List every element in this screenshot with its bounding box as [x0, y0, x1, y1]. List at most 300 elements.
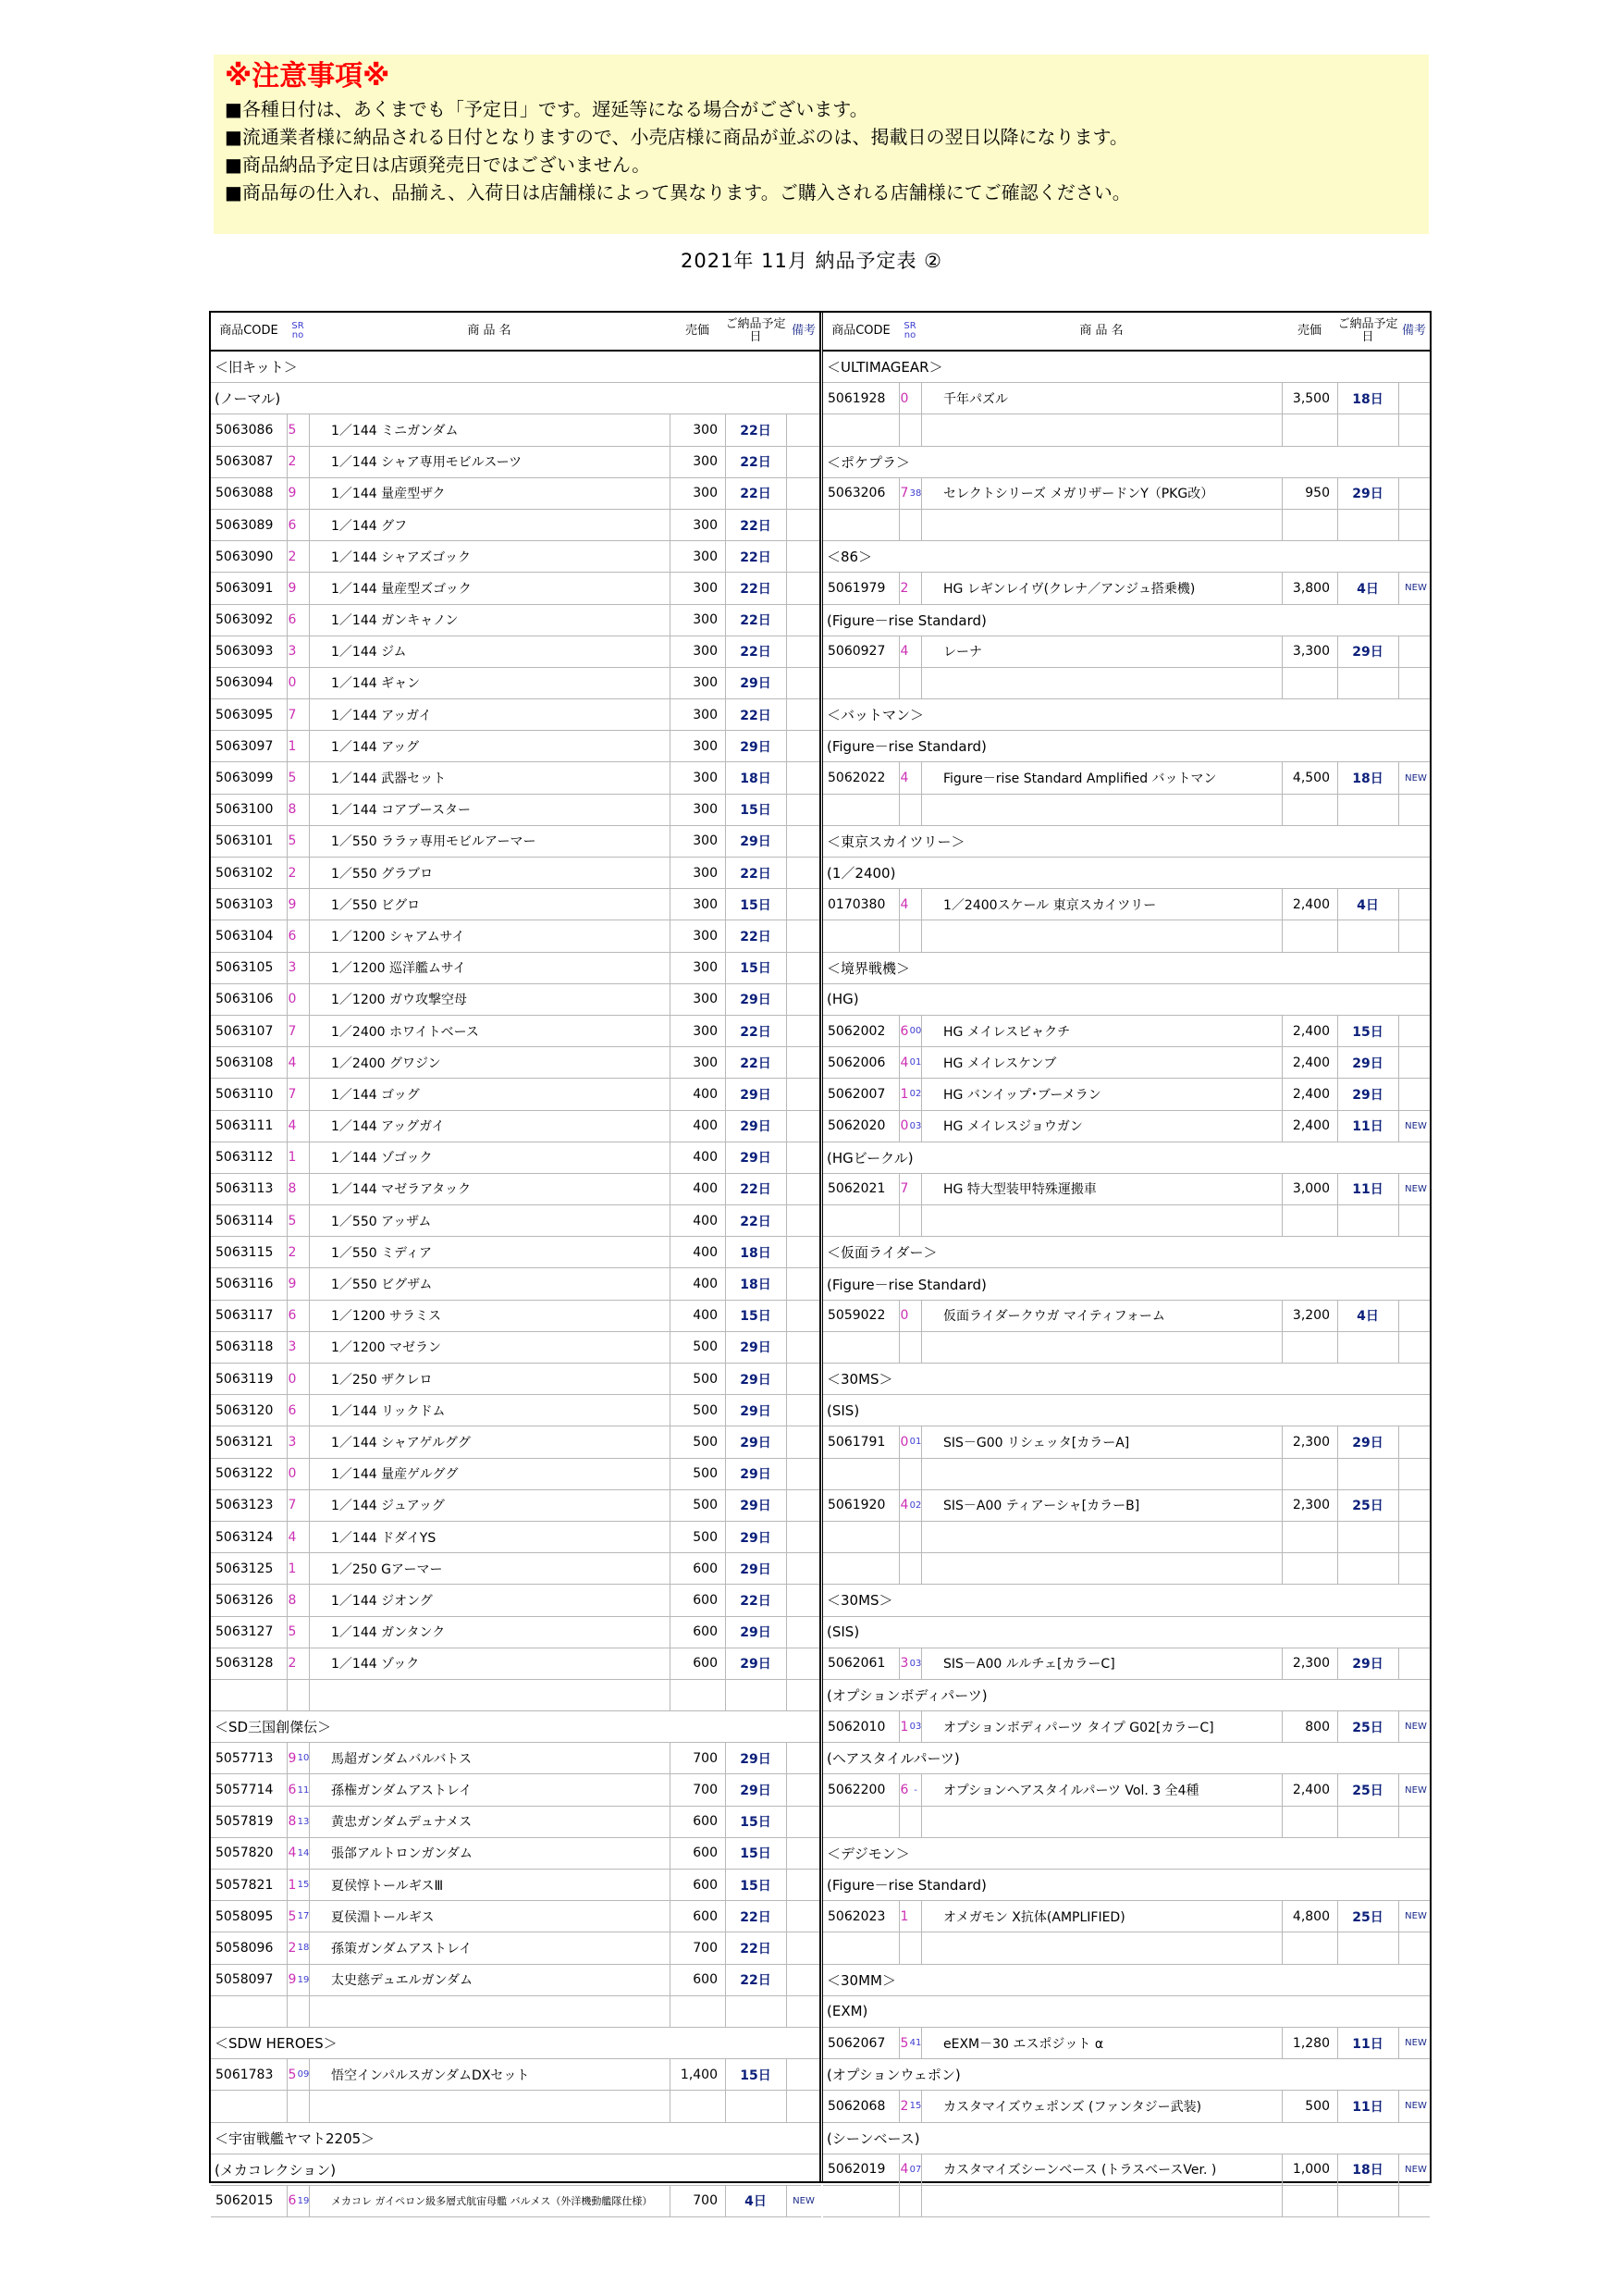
cell-price: 300	[693, 1055, 718, 1070]
cell-sr: 19	[298, 2195, 309, 2206]
cell-name: 1／550 ビグロ	[331, 897, 421, 913]
cell-chk: 4	[288, 1845, 297, 1861]
cell-sr: 03	[910, 1722, 921, 1733]
cell-name: 1／144 ガンキャノン	[331, 613, 459, 629]
cell-divider	[1282, 2186, 1283, 2216]
section-label: (Figure－rise Standard)	[827, 1877, 987, 1895]
cell-sr	[298, 699, 309, 730]
cell-sr	[910, 1301, 921, 1331]
cell-name: 夏侯淵トールギス	[331, 1909, 435, 1925]
section-row	[823, 1142, 1430, 1174]
cell-chk: 1	[900, 1086, 909, 1102]
cell-note	[1398, 1426, 1433, 1457]
cell-date: 22日	[740, 645, 771, 660]
cell-divider	[1337, 510, 1338, 540]
cell-chk: 6	[288, 1402, 297, 1418]
table-row	[211, 1522, 821, 1553]
cell-name: SIS－A00 ティアーシャ[カラーB]	[943, 1499, 1140, 1514]
table-row	[211, 1743, 821, 1774]
cell-divider	[1398, 1459, 1399, 1489]
section-label: (Figure－rise Standard)	[827, 738, 987, 756]
section-label: (オプションウェポン)	[827, 2067, 961, 2084]
cell-code: 5062020	[828, 1118, 886, 1134]
section-row	[823, 1743, 1430, 1774]
cell-name: 千年パズル	[943, 391, 1008, 407]
table-row	[211, 1901, 821, 1932]
cell-name: 1／1200 サラミス	[331, 1309, 441, 1325]
cell-note	[786, 573, 821, 603]
cell-note	[786, 2059, 821, 2090]
cell-date: 29日	[740, 1151, 771, 1167]
cell-price: 2,400	[1292, 896, 1330, 912]
cell-sr: 02	[910, 1500, 921, 1511]
section-label: (HG)	[827, 991, 859, 1008]
table-row	[211, 447, 821, 478]
cell-date: 22日	[740, 1024, 771, 1040]
cell-note	[786, 1205, 821, 1236]
table-row	[823, 1111, 1430, 1142]
cell-price: 300	[693, 675, 718, 691]
cell-date: 29日	[740, 1784, 771, 1799]
cell-price: 500	[693, 1339, 718, 1355]
cell-price: 300	[693, 422, 718, 438]
cell-sr	[910, 383, 921, 414]
cell-date: 22日	[740, 929, 771, 944]
cell-divider	[1337, 1932, 1338, 1963]
table-row	[211, 699, 821, 731]
section-row	[823, 1838, 1430, 1870]
section-row	[823, 1268, 1430, 1300]
cell-sr: 14	[298, 1847, 309, 1858]
cell-note	[1398, 1079, 1433, 1109]
table-row	[211, 826, 821, 858]
cell-name: 1／550 ミディア	[331, 1245, 432, 1261]
cell-divider	[786, 2091, 787, 2121]
schedule-table	[209, 311, 1432, 2210]
section-label: ＜デジモン＞	[827, 1845, 910, 1862]
table-row	[823, 478, 1430, 510]
cell-chk: 7	[900, 1181, 909, 1197]
cell-sr	[298, 1205, 309, 1236]
header-sr: SR no	[904, 321, 916, 340]
cell-price: 600	[693, 1592, 718, 1608]
header-note: 備考	[791, 324, 816, 338]
cell-sr	[298, 668, 309, 698]
cell-name: 1／550 アッザム	[331, 1214, 432, 1229]
section-label: (シーンベース)	[827, 2129, 920, 2147]
cell-name: 1／144 アッグガイ	[331, 1119, 445, 1135]
cell-name: 1／144 ゾゴック	[331, 1151, 433, 1167]
cell-date: 22日	[740, 1214, 771, 1229]
cell-sr	[910, 1174, 921, 1204]
cell-code: 5063124	[215, 1529, 274, 1545]
cell-chk: 4	[288, 1055, 297, 1070]
table-header	[211, 313, 821, 352]
cell-name: HG 特大型装甲特殊運搬車	[943, 1182, 1097, 1198]
cell-note	[1398, 1648, 1433, 1679]
left-rows	[211, 352, 821, 2217]
section-row	[823, 1996, 1430, 2028]
section-row	[211, 1711, 821, 1743]
cell-divider	[921, 1932, 922, 1963]
cell-date: 29日	[740, 676, 771, 692]
blank-row	[823, 920, 1430, 952]
blank-row	[823, 1807, 1430, 1838]
cell-chk: 5	[288, 833, 297, 849]
cell-chk: 0	[900, 1118, 909, 1134]
cell-code: 5063090	[215, 549, 274, 564]
cell-date: 29日	[740, 1119, 771, 1135]
cell-price: 4,800	[1292, 1908, 1330, 1924]
cell-note	[786, 1490, 821, 1521]
cell-note	[786, 1553, 821, 1584]
table-row	[211, 573, 821, 604]
cell-divider	[1337, 1332, 1338, 1363]
cell-chk: 6	[288, 928, 297, 944]
cell-date: 29日	[740, 1530, 771, 1546]
table-row	[211, 414, 821, 446]
cell-date: 29日	[1352, 1435, 1383, 1450]
cell-chk: 7	[900, 486, 909, 501]
cell-sr	[298, 573, 309, 603]
cell-note	[786, 1237, 821, 1267]
cell-name: 1／144 マゼラアタック	[331, 1182, 472, 1198]
cell-price: 3,800	[1292, 580, 1330, 596]
cell-divider	[899, 795, 900, 825]
cell-sr	[298, 1490, 309, 1521]
cell-chk: 3	[288, 1339, 297, 1355]
table-row	[823, 1774, 1430, 1806]
cell-divider	[1398, 414, 1399, 445]
section-row	[823, 2059, 1430, 2091]
cell-chk: 9	[288, 580, 297, 596]
cell-price: 500	[693, 1402, 718, 1418]
cell-chk: 3	[288, 960, 297, 976]
cell-divider	[1282, 795, 1283, 825]
notice-box	[214, 55, 1429, 234]
cell-price: 3,500	[1292, 390, 1330, 406]
table-row	[823, 2091, 1430, 2122]
table-row	[211, 1774, 821, 1806]
cell-chk: 8	[288, 1592, 297, 1608]
cell-code: 5062061	[828, 1656, 886, 1672]
cell-date: 29日	[740, 1435, 771, 1450]
cell-divider	[921, 668, 922, 698]
cell-date: 22日	[740, 455, 771, 471]
section-label: (Figure－rise Standard)	[827, 611, 987, 629]
cell-name: 悟空インパルスガンダムDXセット	[331, 2068, 530, 2083]
cell-chk: 2	[288, 865, 297, 881]
cell-divider	[899, 1553, 900, 1584]
cell-name: 1／144 ジオング	[331, 1593, 433, 1609]
cell-note	[786, 1364, 821, 1394]
cell-note	[786, 1395, 821, 1426]
cell-note: NEW	[1405, 1183, 1427, 1194]
table-row	[211, 795, 821, 826]
cell-sr: 01	[910, 1437, 921, 1448]
cell-price: 300	[693, 896, 718, 912]
cell-sr	[298, 1016, 309, 1046]
section-row	[823, 352, 1430, 383]
blank-row	[823, 1522, 1430, 1553]
cell-date: 29日	[1352, 645, 1383, 660]
cell-price: 950	[1305, 486, 1330, 501]
cell-code: 5063106	[215, 992, 274, 1007]
cell-price: 2,400	[1292, 1086, 1330, 1102]
cell-sr: -	[914, 1784, 917, 1796]
cell-code: 5063097	[215, 738, 274, 754]
cell-divider	[1398, 2186, 1399, 2216]
table-row	[211, 1111, 821, 1142]
cell-sr	[298, 478, 309, 509]
cell-divider	[1337, 414, 1338, 445]
cell-note	[786, 1838, 821, 1869]
cell-note	[1398, 1016, 1433, 1046]
cell-price: 300	[693, 802, 718, 818]
cell-name: オプションボディパーツ タイプ G02[カラーC]	[943, 1720, 1214, 1735]
cell-code: 5063092	[215, 612, 274, 628]
cell-note	[786, 1648, 821, 1679]
cell-name: 1／144 ゴッグ	[331, 1087, 420, 1103]
section-label: ＜30MS＞	[827, 1592, 893, 1610]
cell-sr: 15	[298, 1880, 309, 1891]
section-label: ＜30MM＞	[827, 1971, 896, 1989]
cell-name: HG メイレスケンブ	[943, 1055, 1057, 1071]
cell-divider	[1398, 920, 1399, 951]
cell-divider	[1282, 1932, 1283, 1963]
cell-date: 4日	[1357, 581, 1379, 597]
cell-code: 5061783	[215, 2067, 274, 2082]
table-row	[211, 858, 821, 889]
cell-code: 5062067	[828, 2035, 886, 2051]
cell-divider	[921, 1205, 922, 1236]
section-row	[823, 858, 1430, 889]
section-row	[211, 2028, 821, 2059]
cell-code: 5063117	[215, 1308, 274, 1324]
cell-name: 1／250 Gアーマー	[331, 1562, 443, 1577]
table-row	[211, 1079, 821, 1110]
cell-sr: 03	[910, 1120, 921, 1131]
header-note: 備考	[1401, 324, 1426, 338]
section-label: ＜SD三国創傑伝＞	[215, 1719, 332, 1736]
cell-date: 25日	[1352, 1909, 1383, 1925]
cell-date: 18日	[1352, 2163, 1383, 2179]
cell-divider	[1337, 920, 1338, 951]
cell-sr	[298, 414, 309, 445]
section-row	[823, 1617, 1430, 1648]
cell-price: 400	[693, 1150, 718, 1166]
cell-price: 300	[693, 612, 718, 628]
table-row	[823, 1174, 1430, 1205]
cell-code: 5063114	[215, 1213, 274, 1228]
cell-code: 5057713	[215, 1750, 274, 1766]
cell-divider	[1398, 1807, 1399, 1837]
cell-date: 15日	[740, 803, 771, 819]
section-label: ＜宇宙戦艦ヤマト2205＞	[215, 2129, 375, 2147]
cell-price: 700	[693, 1750, 718, 1766]
cell-divider	[1337, 2186, 1338, 2216]
section-row	[823, 605, 1430, 636]
cell-date: 29日	[740, 1625, 771, 1641]
cell-date: 29日	[740, 834, 771, 850]
section-row	[823, 447, 1430, 478]
cell-chk: 3	[288, 644, 297, 660]
cell-note	[786, 1774, 821, 1805]
cell-price: 2,400	[1292, 1118, 1330, 1134]
cell-name: Figure－rise Standard Amplified バットマン	[943, 772, 1217, 787]
cell-divider	[1282, 510, 1283, 540]
cell-note	[786, 1807, 821, 1837]
cell-divider	[287, 1996, 288, 2027]
cell-divider	[725, 1996, 726, 2027]
cell-date: 29日	[740, 1372, 771, 1388]
cell-price: 500	[693, 1498, 718, 1513]
cell-price: 2,400	[1292, 1783, 1330, 1798]
cell-sr: 17	[298, 1911, 309, 1922]
cell-divider	[725, 2091, 726, 2121]
table-row	[211, 1870, 821, 1901]
cell-divider	[786, 1680, 787, 1710]
cell-price: 300	[693, 486, 718, 501]
cell-date: 29日	[1352, 487, 1383, 502]
cell-code: 5063104	[215, 928, 274, 944]
cell-name: 1／250 ザクレロ	[331, 1372, 433, 1388]
section-label: (オプションボディパーツ)	[827, 1686, 988, 1704]
cell-chk: 2	[288, 1244, 297, 1260]
blank-row	[823, 414, 1430, 446]
cell-sr	[298, 920, 309, 951]
section-row	[823, 1680, 1430, 1711]
cell-chk: 5	[288, 422, 297, 438]
section-label: ＜旧キット＞	[215, 359, 298, 376]
cell-divider	[1337, 1459, 1338, 1489]
cell-date: 22日	[740, 518, 771, 534]
cell-name: 1／144 ドダイYS	[331, 1530, 436, 1546]
cell-code: 5058096	[215, 1940, 274, 1956]
table-row	[211, 1932, 821, 1964]
cell-code: 5063123	[215, 1498, 274, 1513]
cell-divider	[725, 1680, 726, 1710]
cell-sr	[298, 1395, 309, 1426]
cell-chk: 4	[900, 644, 909, 660]
cell-date: 15日	[740, 1815, 771, 1831]
cell-name: SIS－A00 ルルチェ[カラーC]	[943, 1657, 1115, 1673]
cell-sr	[298, 1047, 309, 1078]
cell-divider	[921, 1553, 922, 1584]
cell-code: 5062002	[828, 1023, 886, 1039]
cell-sr	[298, 762, 309, 793]
cell-note	[786, 1268, 821, 1299]
cell-code: 5063099	[215, 771, 274, 786]
cell-price: 400	[693, 1181, 718, 1197]
cell-note	[786, 478, 821, 509]
table-row	[823, 1426, 1430, 1458]
right-rows	[823, 352, 1430, 2217]
cell-sr	[298, 731, 309, 761]
section-row	[823, 1395, 1430, 1426]
section-row	[823, 2123, 1430, 2154]
cell-note	[786, 636, 821, 667]
cell-sr	[910, 1901, 921, 1932]
cell-note	[786, 1585, 821, 1615]
cell-name: 1／144 グフ	[331, 518, 408, 534]
blank-row	[823, 1459, 1430, 1490]
cell-divider	[1282, 1459, 1283, 1489]
cell-divider	[1398, 1932, 1399, 1963]
header-name: 商 品 名	[1079, 324, 1124, 338]
cell-chk: 7	[288, 707, 297, 722]
cell-chk: 4	[900, 771, 909, 786]
cell-price: 600	[693, 1908, 718, 1924]
cell-name: 孫権ガンダムアストレイ	[331, 1784, 473, 1799]
cell-price: 400	[693, 1086, 718, 1102]
cell-code: 5063110	[215, 1086, 274, 1102]
cell-chk: 9	[288, 1277, 297, 1292]
cell-date: 29日	[1352, 1087, 1383, 1103]
cell-sr	[298, 1237, 309, 1267]
table-header	[823, 313, 1430, 352]
notice-line: ■流通業者様に納品される日付となりますので、小売店様に商品が並ぶのは、掲載日の翌日以降になります。	[225, 126, 1128, 148]
cell-date: 18日	[740, 772, 771, 787]
cell-date: 15日	[1352, 1024, 1383, 1040]
cell-chk: 2	[900, 2098, 909, 2114]
cell-note	[786, 699, 821, 730]
cell-divider	[309, 1996, 310, 2027]
cell-chk: 6	[288, 517, 297, 533]
cell-note	[786, 858, 821, 888]
blank-row	[823, 795, 1430, 826]
cell-code: 5057819	[215, 1814, 274, 1830]
cell-code: 5062021	[828, 1181, 886, 1197]
cell-chk: 6	[900, 1023, 909, 1039]
cell-divider	[1398, 1522, 1399, 1552]
table-row	[211, 762, 821, 794]
table-row	[823, 762, 1430, 794]
cell-price: 2,400	[1292, 1023, 1330, 1039]
cell-note	[786, 920, 821, 951]
section-label: (ヘアスタイルパーツ)	[827, 1750, 960, 1768]
cell-date: 22日	[740, 423, 771, 438]
blank-row	[211, 1996, 821, 2028]
cell-name: 黄忠ガンダムデュナメス	[331, 1815, 473, 1831]
table-row	[211, 1332, 821, 1364]
cell-date: 22日	[740, 1941, 771, 1957]
cell-name: 1／144 ゾック	[331, 1657, 420, 1673]
cell-divider	[1282, 1553, 1283, 1584]
cell-code: 5063125	[215, 1561, 274, 1576]
cell-divider	[1282, 1522, 1283, 1552]
cell-name: 張郃アルトロンガンダム	[331, 1846, 473, 1862]
cell-price: 600	[693, 1972, 718, 1988]
cell-date: 18日	[740, 1245, 771, 1261]
cell-code: 5058095	[215, 1908, 274, 1924]
cell-price: 300	[693, 771, 718, 786]
cell-sr	[298, 1617, 309, 1648]
cell-sr	[910, 636, 921, 667]
cell-divider	[921, 414, 922, 445]
cell-divider	[1337, 1553, 1338, 1584]
cell-note	[786, 1047, 821, 1078]
section-row	[823, 1585, 1430, 1616]
section-label: ＜ポケプラ＞	[827, 453, 911, 471]
cell-price: 600	[693, 1561, 718, 1576]
cell-price: 3,000	[1292, 1181, 1330, 1197]
cell-price: 1,400	[680, 2067, 718, 2082]
cell-date: 29日	[740, 993, 771, 1008]
cell-date: 22日	[740, 1973, 771, 1989]
cell-name: メカコレ ガイペロン級多層式航宙母艦 バルメス（外洋機動艦隊仕様）	[331, 2195, 653, 2208]
cell-price: 600	[693, 1845, 718, 1861]
